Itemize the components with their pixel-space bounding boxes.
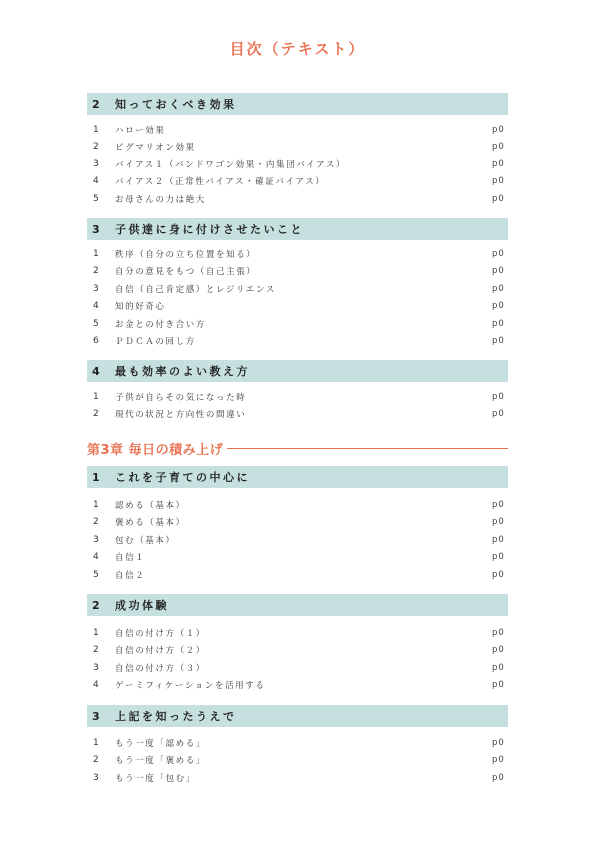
item-label: 自信１	[115, 553, 146, 563]
section-header	[87, 360, 508, 382]
toc-item[interactable]	[87, 770, 508, 786]
section-number: 2	[92, 598, 103, 612]
item-page: p0	[492, 552, 505, 562]
toc-item[interactable]	[87, 642, 508, 658]
item-number: 4	[93, 301, 99, 311]
item-label: 自信（自己肯定感）とレジリエンス	[115, 285, 276, 295]
item-label: 秩序（自分の立ち位置を知る）	[115, 250, 257, 260]
toc-item[interactable]	[87, 532, 508, 548]
item-page: p0	[492, 535, 505, 545]
item-number: 3	[93, 284, 99, 294]
item-page: p0	[492, 517, 505, 527]
toc-item[interactable]	[87, 660, 508, 676]
toc-item[interactable]	[87, 497, 508, 513]
item-page: p0	[492, 249, 505, 259]
item-number: 1	[93, 392, 99, 402]
toc-item[interactable]	[87, 298, 508, 314]
item-page: p0	[492, 663, 505, 673]
item-page: p0	[492, 125, 505, 135]
section-number: 3	[92, 222, 103, 236]
item-number: 2	[93, 142, 99, 152]
toc-item[interactable]	[87, 389, 508, 405]
section-number: 3	[92, 709, 103, 723]
item-number: 1	[93, 125, 99, 135]
item-number: 2	[93, 266, 99, 276]
item-number: 2	[93, 645, 99, 655]
item-page: p0	[492, 755, 505, 765]
section-title: 子供達に身に付けさせたいこと	[115, 223, 304, 236]
item-page: p0	[492, 570, 505, 580]
item-number: 2	[93, 755, 99, 765]
toc-item[interactable]	[87, 122, 508, 138]
item-page: p0	[492, 738, 505, 748]
item-label: 自分の意見をもつ（自己主張）	[115, 267, 257, 277]
section-number: 2	[92, 97, 103, 111]
item-page: p0	[492, 159, 505, 169]
item-label: ハロー効果	[115, 126, 166, 136]
item-number: 4	[93, 552, 99, 562]
toc-item[interactable]	[87, 677, 508, 693]
item-label: ＰＤＣＡの回し方	[115, 337, 196, 347]
item-page: p0	[492, 680, 505, 690]
toc-item[interactable]	[87, 406, 508, 422]
item-number: 4	[93, 176, 99, 186]
item-number: 2	[93, 409, 99, 419]
section-title: 最も効率のよい教え方	[115, 365, 250, 378]
section-header	[87, 93, 508, 115]
item-page: p0	[492, 142, 505, 152]
item-number: 5	[93, 319, 99, 329]
item-label: 自信２	[115, 571, 146, 581]
chapter-title: 第3章 毎日の積み上げ	[87, 442, 224, 458]
item-number: 6	[93, 336, 99, 346]
item-number: 5	[93, 194, 99, 204]
item-label: 認める（基本）	[115, 501, 186, 511]
toc-item[interactable]	[87, 191, 508, 207]
chapter-heading	[87, 438, 508, 458]
toc-item[interactable]	[87, 567, 508, 583]
chapter-rule	[227, 448, 508, 449]
item-label: もう一度「包む」	[115, 774, 196, 784]
item-number: 1	[93, 249, 99, 259]
toc-item[interactable]	[87, 156, 508, 172]
item-number: 5	[93, 570, 99, 580]
item-number: 1	[93, 738, 99, 748]
item-number: 4	[93, 680, 99, 690]
toc-item[interactable]	[87, 316, 508, 332]
item-number: 2	[93, 517, 99, 527]
item-label: 知的好奇心	[115, 302, 166, 312]
toc-item[interactable]	[87, 263, 508, 279]
section-title: これを子育ての中心に	[115, 471, 250, 484]
item-label: バイアス１（バンドワゴン効果・内集団バイアス）	[115, 160, 347, 170]
section-header	[87, 705, 508, 727]
item-page: p0	[492, 266, 505, 276]
page-title: 目次（テキスト）	[229, 40, 366, 58]
section-number: 4	[92, 364, 103, 378]
section-header	[87, 466, 508, 488]
item-label: 包む（基本）	[115, 536, 176, 546]
section-number: 1	[92, 470, 103, 484]
item-label: 自信の付け方（３）	[115, 664, 206, 674]
toc-item[interactable]	[87, 139, 508, 155]
item-label: お母さんの力は絶大	[115, 195, 206, 205]
item-page: p0	[492, 319, 505, 329]
section-header	[87, 218, 508, 240]
item-number: 1	[93, 500, 99, 510]
item-label: もう一度「認める」	[115, 739, 206, 749]
item-label: お金との付き合い方	[115, 320, 206, 330]
item-page: p0	[492, 284, 505, 294]
section-title: 知っておくべき効果	[115, 98, 237, 111]
item-label: バイアス２（正常性バイアス・確証バイアス）	[115, 177, 326, 187]
item-label: ピグマリオン効果	[115, 143, 196, 153]
item-label: 現代の状況と方向性の間違い	[115, 410, 247, 420]
toc-item[interactable]	[87, 333, 508, 349]
item-label: 自信の付け方（１）	[115, 629, 206, 639]
item-number: 3	[93, 773, 99, 783]
item-number: 3	[93, 535, 99, 545]
section-header	[87, 594, 508, 616]
toc-item[interactable]	[87, 735, 508, 751]
item-label: 自信の付け方（２）	[115, 646, 206, 656]
toc-item[interactable]	[87, 246, 508, 262]
item-page: p0	[492, 645, 505, 655]
item-label: もう一度「褒める」	[115, 756, 206, 766]
toc-item[interactable]	[87, 281, 508, 297]
toc-item[interactable]	[87, 549, 508, 565]
item-page: p0	[492, 301, 505, 311]
item-label: 褒める（基本）	[115, 518, 186, 528]
item-page: p0	[492, 773, 505, 783]
item-page: p0	[492, 628, 505, 638]
toc-item[interactable]	[87, 752, 508, 768]
toc-item[interactable]	[87, 514, 508, 530]
toc-item[interactable]	[87, 173, 508, 189]
section-title: 上記を知ったうえで	[115, 710, 237, 723]
item-page: p0	[492, 392, 505, 402]
item-page: p0	[492, 500, 505, 510]
item-label: 子供が自らその気になった時	[115, 393, 247, 403]
item-label: ゲーミフィケーションを活用する	[115, 681, 266, 691]
item-page: p0	[492, 409, 505, 419]
item-number: 3	[93, 663, 99, 673]
item-number: 1	[93, 628, 99, 638]
item-page: p0	[492, 194, 505, 204]
section-title: 成功体験	[115, 599, 169, 612]
toc-item[interactable]	[87, 625, 508, 641]
item-page: p0	[492, 176, 505, 186]
item-page: p0	[492, 336, 505, 346]
item-number: 3	[93, 159, 99, 169]
